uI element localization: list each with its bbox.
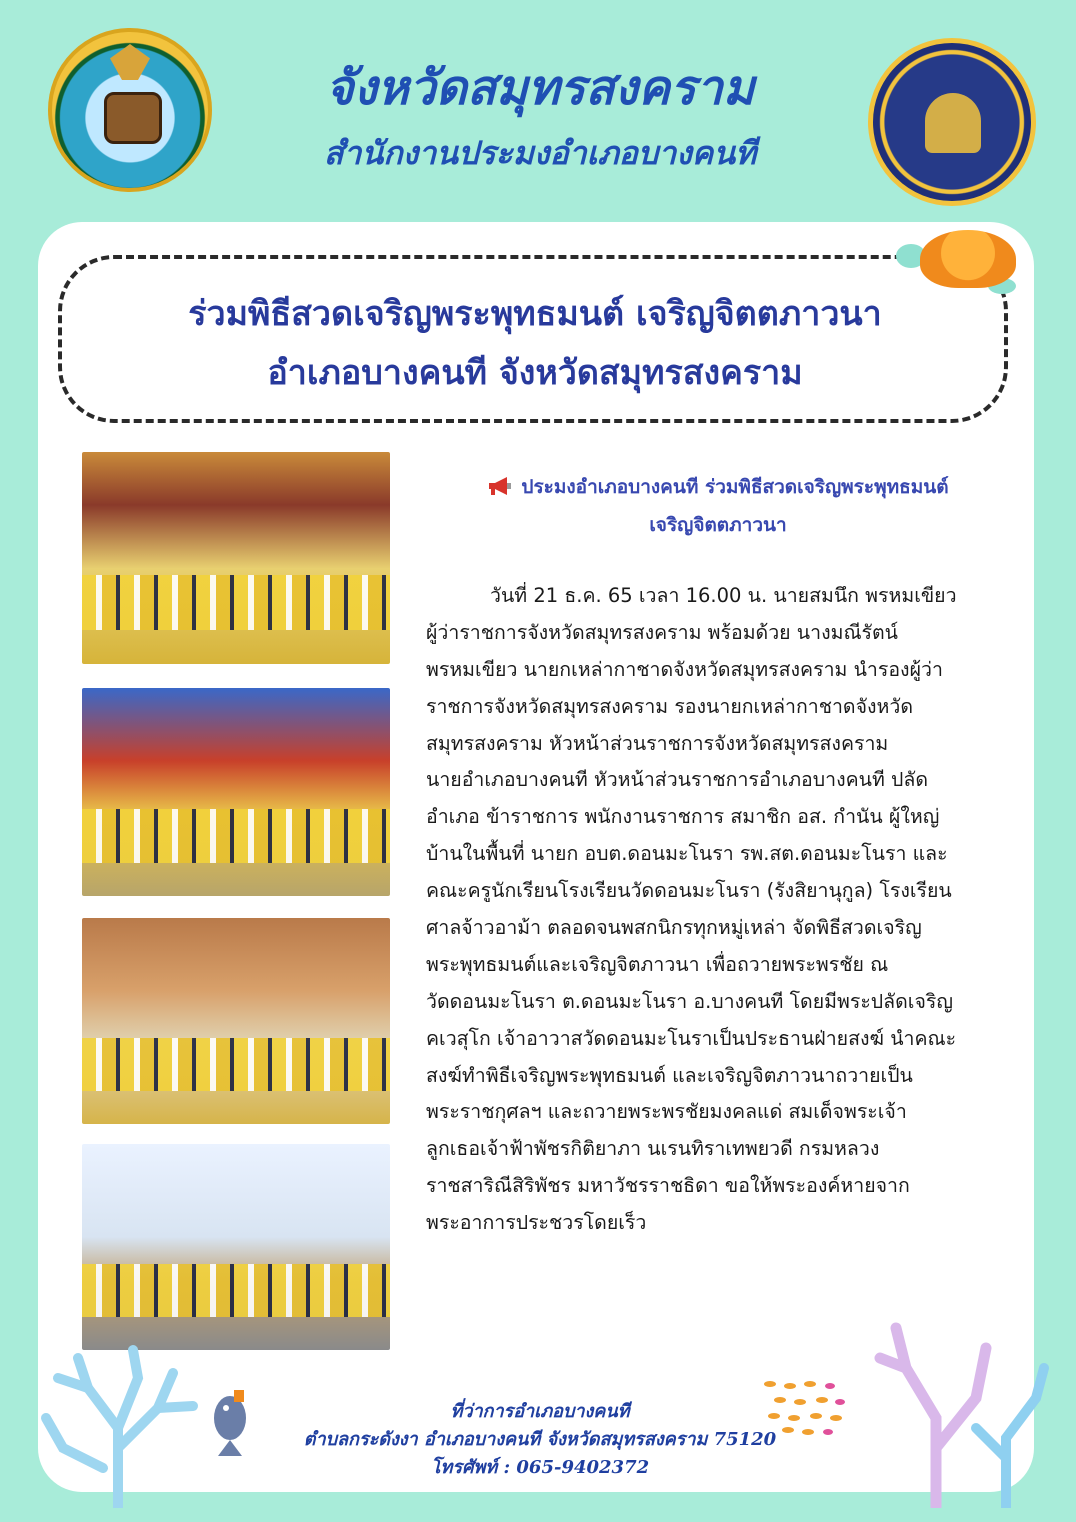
body-line: บ้านในพื้นที่ นายก อบต.ดอนมะโนรา รพ.สต.ดอนมะโนรา และ bbox=[426, 842, 948, 866]
coral-icon bbox=[866, 1298, 1056, 1508]
drum-emblem-icon bbox=[104, 92, 162, 144]
headline-line-2: อำเภอบางคนที จังหวัดสมุทรสงคราม bbox=[267, 353, 803, 393]
body-line: คเวสุโก เจ้าอาวาสวัดดอนมะโนราเป็นประธานฝ่ายสงฆ์ นำคณะ bbox=[426, 1026, 957, 1050]
body-line: พรหมเขียว นายกเหล่ากาชาดจังหวัดสมุทรสงคราม นำรองผู้ว่า bbox=[426, 657, 943, 681]
headline-line-1: ร่วมพิธีสวดเจริญพระพุทธมนต์ เจริญจิตตภาวนา bbox=[188, 294, 882, 334]
sub-headline-line-1: ประมงอำเภอบางคนที ร่วมพิธีสวดเจริญพระพุทธมนต์ bbox=[521, 476, 949, 498]
footer-phone: โทรศัพท์ : 065-9402372 bbox=[430, 1457, 650, 1478]
body-line: วันที่ 21 ธ.ค. 65 เวลา 16.00 น. นายสมนึก พรหมเขียว bbox=[490, 584, 957, 607]
body-line: นายอำเภอบางคนที หัวหน้าส่วนราชการอำเภอบางคนที ปลัด bbox=[426, 768, 929, 792]
body-line: พระราชกุศลฯ และถวายพระพรชัยมงคลแด่ สมเด็จพระเจ้า bbox=[426, 1100, 907, 1124]
article-body bbox=[426, 578, 1010, 1242]
body-line: วัดดอนมะโนรา ต.ดอนมะโนรา อ.บางคนที โดยมีพระปลัดเจริญ bbox=[426, 989, 953, 1013]
ceremony-photo-2 bbox=[82, 688, 390, 896]
deity-emblem-icon bbox=[925, 93, 981, 153]
body-line: ราชการจังหวัดสมุทรสงคราม รองนายกเหล่ากาชาดจังหวัด bbox=[426, 694, 913, 718]
fish-icon bbox=[204, 1388, 254, 1458]
turtle-icon bbox=[896, 222, 1024, 302]
megaphone-icon bbox=[487, 476, 513, 496]
sub-headline bbox=[418, 468, 1018, 544]
body-line: ราชสาริณีสิริพัชร มหาวัชรราชธิดา ขอให้พระองค์หายจาก bbox=[426, 1174, 910, 1198]
body-line: ศาลจ้าวอาม้า ตลอดจนพสกนิกรทุกหมู่เหล่า จัดพิธีสวดเจริญ bbox=[426, 916, 922, 940]
department-of-fisheries-seal bbox=[868, 38, 1036, 206]
office-subtitle: สำนักงานประมงอำเภอบางคนที bbox=[323, 134, 757, 172]
footer-office: ที่ว่าการอำเภอบางคนที bbox=[450, 1401, 630, 1422]
temple-group-photo bbox=[82, 1144, 390, 1350]
province-title: จังหวัดสมุทรสงคราม bbox=[325, 60, 755, 116]
ceremony-photo-1 bbox=[82, 452, 390, 664]
body-line: สมุทรสงคราม หัวหน้าส่วนราชการจังหวัดสมุทรสงคราม bbox=[426, 731, 889, 755]
footer-address: ตำบลกระดังงา อำเภอบางคนที จังหวัดสมุทรสงคราม 75120 bbox=[303, 1429, 777, 1450]
ceremony-photo-3 bbox=[82, 918, 390, 1124]
body-line: คณะครูนักเรียนโรงเรียนวัดดอนมะโนรา (รังสิยานุกูล) โรงเรียน bbox=[426, 879, 952, 903]
body-line: ลูกเธอเจ้าฟ้าพัชรกิติยาภา นเรนทิราเทพยวดี กรมหลวง bbox=[426, 1137, 880, 1161]
sub-headline-line-2: เจริญจิตตภาวนา bbox=[649, 514, 787, 536]
bangkhonthi-province-seal bbox=[48, 28, 212, 192]
body-line: ผู้ว่าราชการจังหวัดสมุทรสงคราม พร้อมด้วย นางมณีรัตน์ bbox=[426, 620, 898, 644]
body-line: พระพุทธมนต์และเจริญจิตภาวนา เพื่อถวายพระพรชัย ณ bbox=[426, 952, 889, 976]
body-line: สงฆ์ทำพิธีเจริญพระพุทธมนต์ และเจริญจิตภาวนาถวายเป็น bbox=[426, 1063, 913, 1087]
coral-icon bbox=[28, 1338, 208, 1508]
body-line: อำเภอ ข้าราชการ พนักงานราชการ สมาชิก อส. กำนัน ผู้ใหญ่ bbox=[426, 805, 940, 829]
body-line: พระอาการประชวรโดยเร็ว bbox=[426, 1211, 647, 1235]
garuda-emblem-icon bbox=[110, 44, 150, 80]
